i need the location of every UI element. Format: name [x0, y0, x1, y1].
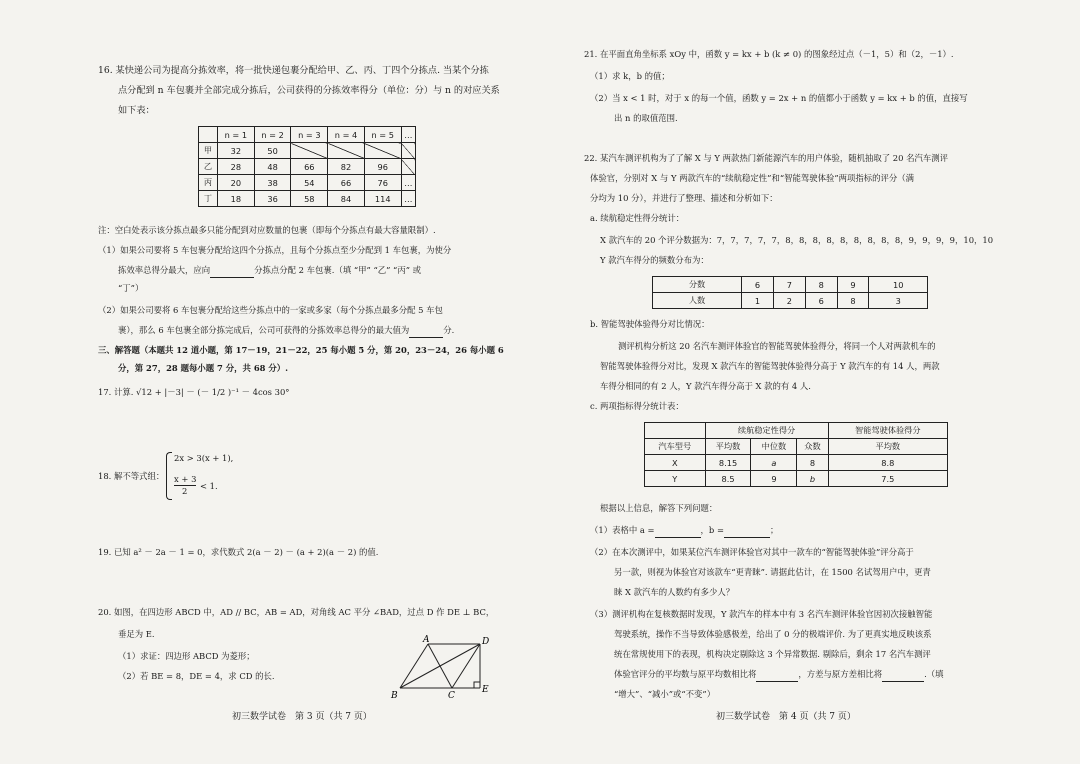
table-cell: a: [751, 455, 797, 471]
q22-line3: 分均为 10 分），并进行了整理、描述和分析如下：: [590, 193, 778, 203]
table-cell-crossed: [328, 143, 365, 159]
table-cell: 3: [869, 293, 928, 309]
q16-part1-c-text: 分拣点分配 2 车包裹.（填 “甲” “乙” “丙” 或: [254, 265, 422, 275]
y-frequency-table: [652, 276, 928, 309]
answer-blank[interactable]: [409, 324, 443, 338]
q22-part2-b: 另一款，则视为体验官对该款车“更青睐”. 请据此估计，在 1500 名试驾用户中，更青: [614, 567, 931, 577]
q22-part1: [590, 524, 778, 538]
q18-ineq2-rest: < 1.: [200, 481, 218, 491]
q17: 17. 计算. √12 + |－3| － (－ 1/2 )⁻¹ － 4cos 30°: [98, 387, 290, 397]
table-cell: 84: [328, 191, 365, 207]
table-cell: 丁: [199, 191, 218, 207]
table-cell: 8: [797, 455, 828, 471]
page-footer: 初三数学试卷 第 3 页（共 7 页）: [232, 712, 372, 722]
q16-line2: 点分配到 n 车包裹并全部完成分拣后，公司获得的分拣效率得分（单位：分）与 n 的对应关系: [118, 85, 500, 96]
figure-label-e: E: [482, 685, 489, 695]
table-cell: n = 3: [291, 127, 328, 143]
answer-blank-a[interactable]: [655, 524, 701, 538]
table-cell: 114: [364, 191, 401, 207]
table-cell: 汽车型号: [645, 439, 706, 455]
table-row: [199, 143, 416, 159]
q22-part1-b-text: ，b =: [700, 525, 724, 535]
q22-line1: 22. 某汽车测评机构为了了解 X 与 Y 两款热门新能源汽车的用户体验，随机抽取了 20 名汽车测评: [584, 153, 948, 163]
answer-blank-b[interactable]: [724, 524, 770, 538]
table-cell: 66: [291, 159, 328, 175]
table-cell: 人数: [653, 293, 742, 309]
table-cell: 8: [805, 277, 837, 293]
table-cell-crossed: [364, 143, 401, 159]
table-cell: 平均数: [705, 439, 751, 455]
table-cell: 96: [364, 159, 401, 175]
table-cell: 平均数: [828, 439, 947, 455]
answer-blank[interactable]: [882, 668, 924, 682]
q18-ineq2-num: x + 3: [174, 474, 197, 484]
section3-line1: 三、解答题（本题共 12 道小题，第 17－19，21－22，25 每小题 5 分，第 20，23－24，26 每小题 6: [98, 345, 504, 355]
q21-part2-b: 出 n 的取值范围.: [614, 113, 678, 123]
table-row: [645, 471, 948, 487]
table-cell: 48: [254, 159, 291, 175]
q18-ineq1: 2x > 3(x + 1),: [174, 453, 234, 463]
q16-part1-b: [118, 264, 421, 278]
q16-part2-b-text: 裹），那么 6 车包裹全部分拣完成后，公司可获得的分拣效率总得分的最大值为: [118, 325, 410, 335]
q22-part2-c: 睐 X 款汽车的人数约有多少人？: [614, 587, 735, 597]
q20-part2: （2）若 BE = 8，DE = 4，求 CD 的长.: [118, 671, 275, 681]
table-row: [199, 159, 416, 175]
q22-answer-intro: 根据以上信息，解答下列问题：: [600, 503, 718, 513]
table-row: [653, 277, 928, 293]
q16-note: 注：空白处表示该分拣点最多只能分配到对应数量的包裹（即每个分拣点有最大容量限制）.: [98, 225, 436, 235]
q22-part3-b: 驾驶系统，操作不当导致体验感极差，给出了 0 分的极端评价. 为了更真实地反映该系: [614, 629, 932, 639]
stats-table: [644, 422, 948, 487]
table-cell-empty: [645, 423, 706, 439]
table-cell: 众数: [797, 439, 828, 455]
table-cell: 7.5: [828, 471, 947, 487]
rhombus-figure: [388, 632, 498, 704]
q22-a-title: a. 续航稳定性得分统计：: [590, 213, 685, 223]
table-cell: 36: [254, 191, 291, 207]
q22-a-x-data: X 款汽车的 20 个评分数据为：7，7，7，7，7，8，8，8，8，8，8，8，8，8，9，9，9，9，10，10: [600, 235, 994, 245]
table-cell: 20: [218, 175, 255, 191]
table-cell: 分数: [653, 277, 742, 293]
figure-label-c: C: [448, 691, 455, 701]
table-cell: 50: [254, 143, 291, 159]
q22-part3-d2-text: ，方差与原方差相比将: [798, 669, 883, 679]
q21-part1: （1）求 k，b 的值；: [590, 71, 670, 81]
q16-part1-d: “丁”）: [118, 283, 144, 293]
table-cell: 32: [218, 143, 255, 159]
section3-line2: 分，第 27，28 题每小题 7 分，共 68 分）.: [118, 363, 289, 373]
q21-line1: 21. 在平面直角坐标系 xOy 中，函数 y = kx + b (k ≠ 0) 的图象经过点（－1，5）和（2，－1）.: [584, 49, 954, 59]
q22-line2: 体验官，分别对 X 与 Y 两款汽车的“续航稳定性”和“智能驾驶体验”两项指标的评分（满: [590, 173, 915, 183]
q18-label: 18. 解不等式组：: [98, 471, 165, 481]
q16-part2-a: （2）如果公司要将 6 车包裹分配给这些分拣点中的一家或多家（每个分拣点最多分配 5 车包: [98, 305, 443, 315]
table-cell: 9: [751, 471, 797, 487]
table-header-row: [199, 127, 416, 143]
table-cell: 2: [773, 293, 805, 309]
q18-brace: [166, 452, 172, 500]
table-cell: 10: [869, 277, 928, 293]
table-cell: 8: [837, 293, 869, 309]
answer-blank[interactable]: [210, 264, 254, 278]
q22-part3-d: [614, 668, 944, 682]
q16-part2-b: [118, 324, 454, 338]
table-cell: 中位数: [751, 439, 797, 455]
figure-label-a: A: [423, 635, 430, 645]
q22-b-title: b. 智能驾驶体验得分对比情况：: [590, 319, 710, 329]
table-row: [199, 191, 416, 207]
q16-line3: 如下表：: [118, 105, 155, 116]
table-cell: n = 2: [254, 127, 291, 143]
table-cell: X: [645, 455, 706, 471]
table-header-row: [645, 423, 948, 439]
table-cell: 54: [291, 175, 328, 191]
table-cell-crossed: [401, 159, 415, 175]
table-cell-crossed: [401, 143, 415, 159]
figure-label-d: D: [482, 637, 490, 647]
q22-part3-d3-text: .（填: [924, 669, 944, 679]
q22-part2-a: （2）在本次测评中，如果某位汽车测评体验官对其中一款车的“智能驾驶体验”评分高于: [590, 547, 914, 557]
q21-part2-a: （2）当 x < 1 时，对于 x 的每一个值，函数 y = 2x + n 的值都小于函数 y = kx + b 的值，直接写: [590, 93, 968, 103]
table-cell: 8.5: [705, 471, 751, 487]
table-cell: 6: [742, 277, 774, 293]
q22-b-line3: 车得分相同的有 2 人，Y 款汽车得分高于 X 款的有 4 人.: [600, 381, 811, 391]
q16-part1-a: （1）如果公司要将 5 车包裹分配给这四个分拣点，且每个分拣点至少分配到 1 车包裹，为使分: [98, 245, 452, 255]
table-cell: n = 1: [218, 127, 255, 143]
table-cell: n = 4: [328, 127, 365, 143]
q16-part2-c-text: 分.: [443, 325, 455, 335]
q16-line1: 16. 某快递公司为提高分拣效率，将一批快递包裹分配给甲、乙、丙、丁四个分拣点. 当某个分拣: [98, 65, 489, 76]
table-cell: 28: [218, 159, 255, 175]
table-cell: …: [401, 191, 415, 207]
table-cell: 1: [742, 293, 774, 309]
table-cell: 66: [328, 175, 365, 191]
table-cell: b: [797, 471, 828, 487]
table-group-header: 续航稳定性得分: [705, 423, 828, 439]
figure-label-b: B: [391, 691, 398, 701]
table-cell: 甲: [199, 143, 218, 159]
q22-part1-c-text: ；: [769, 525, 779, 535]
table-group-header: 智能驾驶体验得分: [828, 423, 947, 439]
q22-part3-c: 统在常规使用下的表现，机构决定剔除这 3 个异常数据. 剔除后，剩余 17 名汽车测评: [614, 649, 931, 659]
q16-part1-b-text: 拣效率总得分最大，应向: [118, 265, 211, 275]
table-cell: n = 5: [364, 127, 401, 143]
table-header-row: [645, 439, 948, 455]
q18-ineq2-den: 2: [182, 486, 188, 496]
table-cell: 76: [364, 175, 401, 191]
table-cell: 8.8: [828, 455, 947, 471]
page-footer: 初三数学试卷 第 4 页（共 7 页）: [716, 712, 856, 722]
answer-blank[interactable]: [756, 668, 798, 682]
q19: 19. 已知 a² － 2a － 1 = 0，求代数式 2(a － 2) － (a + 2)(a － 2) 的值.: [98, 547, 379, 557]
q20-part1: （1）求证：四边形 ABCD 为菱形；: [118, 651, 255, 661]
table-cell: [199, 127, 218, 143]
table-cell: 9: [837, 277, 869, 293]
table-cell: 38: [254, 175, 291, 191]
q20-line1: 20. 如图，在四边形 ABCD 中，AD // BC，AB = AD，对角线 AC 平分 ∠BAD，过点 D 作 DE ⊥ BC，: [98, 607, 495, 617]
table-cell: 乙: [199, 159, 218, 175]
table-cell: 18: [218, 191, 255, 207]
q22-b-line1: 测评机构分析这 20 名汽车测评体验官的智能驾驶体验得分，将同一个人对两款机车的: [618, 341, 936, 351]
table-cell-crossed: [291, 143, 328, 159]
q22-c-title: c. 两项指标得分统计表：: [590, 401, 684, 411]
q22-part3-d1-text: 体验官评分的平均数与原平均数相比将: [614, 669, 757, 679]
table-row: [653, 293, 928, 309]
table-cell: …: [401, 175, 415, 191]
table-row: [199, 175, 416, 191]
table-row: [645, 455, 948, 471]
table-cell: 8.15: [705, 455, 751, 471]
table-cell: …: [401, 127, 415, 143]
q22-b-line2: 智能驾驶体验得分对比，发现 X 款汽车的智能驾驶体验得分高于 Y 款汽车的有 14 人，两款: [600, 361, 940, 371]
table-cell: 82: [328, 159, 365, 175]
table-cell: 58: [291, 191, 328, 207]
q22-part1-a-text: （1）表格中 a =: [590, 525, 655, 535]
q20-line2: 垂足为 E.: [118, 629, 155, 639]
table-cell: Y: [645, 471, 706, 487]
q16-score-table: [198, 126, 416, 207]
q22-a-y-label: Y 款汽车得分的频数分布为：: [600, 255, 709, 265]
table-cell: 6: [805, 293, 837, 309]
q22-part3-a: （3）测评机构在复核数据时发现，Y 款汽车的样本中有 3 名汽车测评体验官因初次接触智能: [590, 609, 933, 619]
q22-part3-e: “增大”、“减小”或“不变”）: [614, 689, 716, 699]
table-cell: 丙: [199, 175, 218, 191]
table-cell: 7: [773, 277, 805, 293]
